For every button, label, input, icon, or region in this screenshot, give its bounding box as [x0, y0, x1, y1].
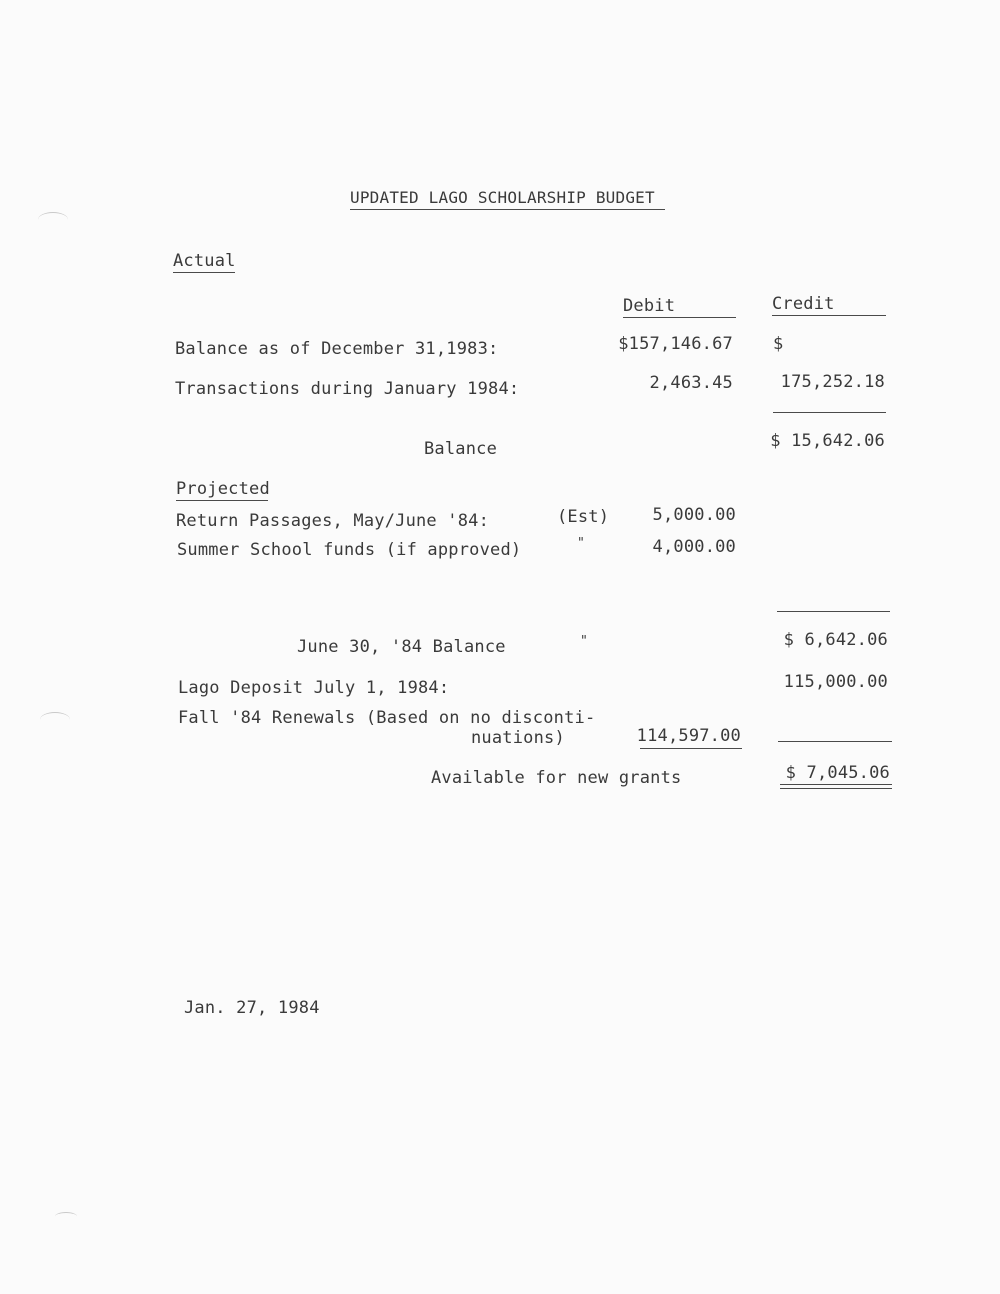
- document-date: Jan. 27, 1984: [184, 998, 320, 1018]
- title-underline: [350, 209, 665, 210]
- row-fall-renewals-label-2: nuations): [471, 728, 565, 748]
- total-double-underline-2: [780, 788, 892, 789]
- section-projected: Projected: [176, 479, 270, 499]
- column-credit: Credit: [772, 294, 835, 314]
- scan-mark: [38, 212, 68, 227]
- row-transactions-credit: 175,252.18: [780, 372, 885, 392]
- credit-header-underline: [772, 315, 886, 316]
- row-summer-school-debit: 4,000.00: [652, 537, 736, 557]
- column-debit: Debit: [623, 296, 676, 316]
- credit-renewals-line: [778, 741, 892, 742]
- credit-subtotal-line: [773, 412, 886, 413]
- scan-mark: [40, 712, 70, 727]
- debit-renewals-underline: [640, 748, 742, 749]
- row-june-balance-note: ": [580, 634, 589, 649]
- section-projected-underline: [176, 500, 268, 501]
- credit-projected-line: [777, 611, 890, 612]
- row-return-passages-debit: 5,000.00: [652, 505, 736, 525]
- row-lago-deposit-label: Lago Deposit July 1, 1984:: [178, 678, 450, 698]
- row-transactions-debit: 2,463.45: [649, 373, 733, 393]
- scan-mark: [55, 1212, 77, 1221]
- row-balance-credit: $ 15,642.06: [770, 431, 885, 451]
- section-actual: Actual: [173, 251, 236, 271]
- row-available-label: Available for new grants: [431, 768, 682, 788]
- row-lago-deposit-credit: 115,000.00: [783, 672, 888, 692]
- row-summer-school-note: ": [577, 536, 586, 551]
- debit-header-underline: [623, 317, 736, 318]
- row-balance-dec-label: Balance as of December 31,1983:: [175, 339, 499, 359]
- row-return-passages-note: (Est): [557, 507, 610, 527]
- row-fall-renewals-label-1: Fall '84 Renewals (Based on no disconti-: [178, 708, 596, 728]
- row-balance-dec-credit: $: [773, 334, 784, 354]
- row-fall-renewals-debit: 114,597.00: [636, 726, 741, 746]
- row-june-balance-label: June 30, '84 Balance: [297, 637, 506, 657]
- row-available-credit: $ 7,045.06: [785, 763, 890, 783]
- row-balance-dec-debit: $157,146.67: [618, 334, 733, 354]
- page-title: UPDATED LAGO SCHOLARSHIP BUDGET: [350, 188, 655, 207]
- total-double-underline-1: [780, 784, 892, 785]
- row-transactions-label: Transactions during January 1984:: [175, 379, 520, 399]
- row-summer-school-label: Summer School funds (if approved): [177, 540, 522, 560]
- row-june-balance-credit: $ 6,642.06: [783, 630, 888, 650]
- row-balance-label: Balance: [424, 439, 498, 459]
- section-actual-underline: [173, 272, 235, 273]
- row-return-passages-label: Return Passages, May/June '84:: [176, 511, 490, 531]
